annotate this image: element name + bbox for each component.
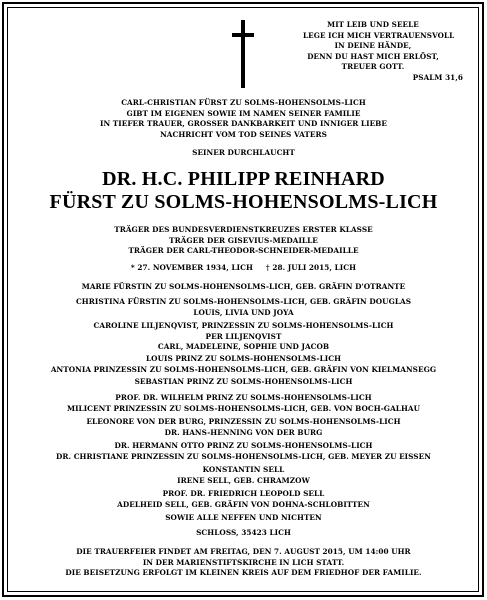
family-line: LOUIS PRINZ ZU SOLMS-HOHENSOLMS-LICH bbox=[145, 354, 342, 363]
name-line: DR. H.C. PHILIPP REINHARD bbox=[102, 168, 385, 190]
life-dates: * 27. NOVEMBER 1934, LICH † 28. JULI 2015, LICH bbox=[130, 263, 357, 272]
family-line: PROF. DR. WILHELM PRINZ ZU SOLMS-HOHENSOLMS-LICH bbox=[115, 393, 372, 402]
family-block-10 bbox=[0, 489, 487, 510]
closing-line: DIE TRAUERFEIER FINDET AM FREITAG, DEN 7. AUGUST 2015, UM 14:00 UHR bbox=[76, 547, 411, 556]
verse-line: LEGE ICH MICH VERTRAUENSVOLL bbox=[303, 30, 455, 40]
family-line: PROF. DR. FRIEDRICH LEOPOLD SELL bbox=[162, 489, 325, 498]
honor-line: TRÄGER DES BUNDESVERDIENSTKREUZES ERSTER KLASSE bbox=[114, 225, 373, 234]
family-block-11 bbox=[0, 513, 487, 524]
deceased-name bbox=[0, 168, 487, 214]
family-block-5 bbox=[0, 377, 487, 388]
address-line: SCHLOSS, 35423 LICH bbox=[196, 528, 291, 537]
family-line: ELEONORE VON DER BURG, PRINZESSIN ZU SOLMS-HOHENSOLMS-LICH bbox=[86, 417, 401, 426]
family-line: SOWIE ALLE NEFFEN UND NICHTEN bbox=[165, 513, 322, 522]
verse-reference: PSALM 31,6 bbox=[412, 72, 463, 82]
family-line: ANTONIA PRINZESSIN ZU SOLMS-HOHENSOLMS-LICH, GEB. GRÄFIN VON KIELMANSEGG bbox=[50, 364, 437, 374]
intro-line: NACHRICHT VOM TOD SEINES VATERS bbox=[160, 129, 327, 139]
family-line: MILICENT PRINZESSIN ZU SOLMS-HOHENSOLMS-LICH, GEB. VON BOCH-GALHAU bbox=[66, 403, 421, 413]
cross-icon bbox=[234, 20, 252, 88]
psalm-verse bbox=[303, 20, 463, 83]
family-line: CARL, MADELEINE, SOPHIE UND JACOB bbox=[157, 342, 330, 351]
closing-line: IN DER MARIENSTIFTSKIRCHE IN LICH STATT. bbox=[142, 557, 345, 567]
family-line: DR. HANS-HENNING VON DER BURG bbox=[164, 427, 323, 437]
intro-line: CARL-CHRISTIAN FÜRST ZU SOLMS-HOHENSOLMS-LICH bbox=[121, 98, 366, 107]
verse-line: IN DEINE HÄNDE, bbox=[334, 41, 412, 50]
address bbox=[0, 528, 487, 539]
honor-line: TRÄGER DER CARL-THEODOR-SCHNEIDER-MEDAILLE bbox=[128, 246, 359, 255]
family-line: CHRISTINA FÜRSTIN ZU SOLMS-HOHENSOLMS-LICH, GEB. GRÄFIN DOUGLAS bbox=[75, 297, 412, 306]
family-line: SEBASTIAN PRINZ ZU SOLMS-HOHENSOLMS-LICH bbox=[134, 377, 353, 386]
family-line: PER LILJENQVIST bbox=[205, 331, 282, 341]
honors bbox=[0, 225, 487, 257]
family-block-8 bbox=[0, 441, 487, 462]
verse-line: MIT LEIB UND SEELE bbox=[327, 20, 419, 29]
family-block-1 bbox=[0, 282, 487, 293]
family-line: ADELHEID SELL, GEB. GRÄFIN VON DOHNA-SCHLOBITTEN bbox=[117, 499, 370, 509]
family-block-4 bbox=[0, 354, 487, 375]
family-block-9 bbox=[0, 465, 487, 486]
intro-line: IN TIEFER TRAUER, GROSSER DANKBARKEIT UND INNIGER LIEBE bbox=[99, 119, 388, 128]
family-block-3 bbox=[0, 321, 487, 353]
family-line: DR. HERMANN OTTO PRINZ ZU SOLMS-HOHENSOLMS-LICH bbox=[114, 441, 373, 450]
family-line: KONSTANTIN SELL bbox=[202, 465, 285, 474]
honorific: SEINER DURCHLAUCHT bbox=[192, 148, 295, 157]
family-line: CAROLINE LILJENQVIST, PRINZESSIN ZU SOLMS-HOHENSOLMS-LICH bbox=[93, 321, 394, 330]
honor-line: TRÄGER DER GISEVIUS-MEDAILLE bbox=[169, 235, 318, 245]
family-line: LOUIS, LIVIA UND JOYA bbox=[193, 307, 294, 317]
closing-line: DIE BEISETZUNG ERFOLGT IM KLEINEN KREIS AUF DEM FRIEDHOF DER FAMILIE. bbox=[65, 568, 422, 577]
family-line: DR. CHRISTIANE PRINZESSIN ZU SOLMS-HOHENSOLMS-LICH, GEB. MEYER ZU EISSEN bbox=[56, 451, 431, 461]
family-line: MARIE FÜRSTIN ZU SOLMS-HOHENSOLMS-LICH, GEB. GRÄFIN D'OTRANTE bbox=[81, 282, 406, 291]
verse-line: TREUER GOTT. bbox=[341, 62, 405, 71]
intro-line: GIBT IM EIGENEN SOWIE IM NAMEN SEINER FAMILIE bbox=[126, 108, 361, 118]
family-block-6 bbox=[0, 393, 487, 414]
closing-text bbox=[0, 547, 487, 579]
intro-text bbox=[0, 98, 487, 140]
name-line: FÜRST ZU SOLMS-HOHENSOLMS-LICH bbox=[49, 191, 438, 213]
verse-line: DENN DU HAST MICH ERLÖST, bbox=[307, 51, 439, 61]
family-block-2 bbox=[0, 297, 487, 318]
family-block-7 bbox=[0, 417, 487, 438]
family-line: IRENE SELL, GEB. CHRAMZOW bbox=[177, 475, 310, 485]
